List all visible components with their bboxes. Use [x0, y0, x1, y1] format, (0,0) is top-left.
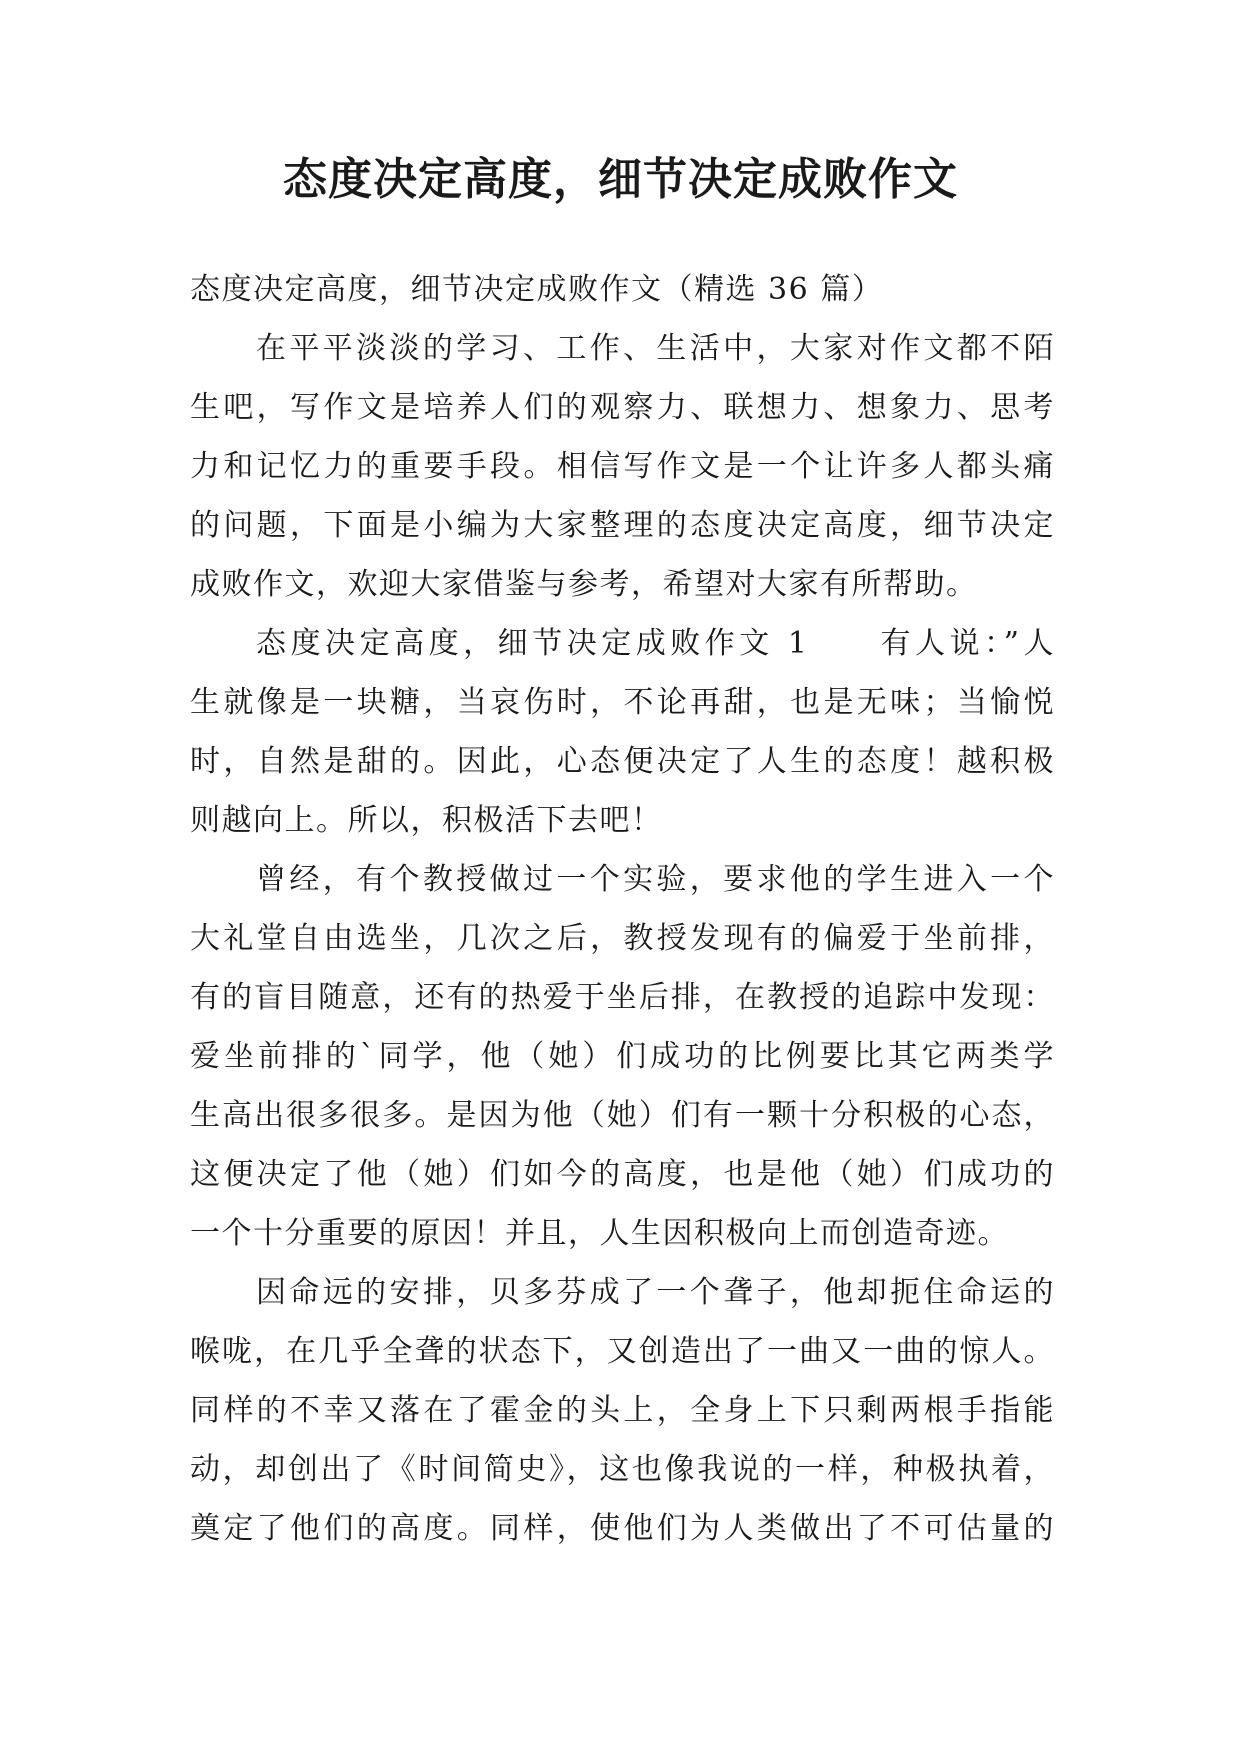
text-line: 成败作文，欢迎大家借鉴与参考，希望对大家有所帮助。 — [190, 567, 978, 602]
text-line: 态度决定高度，细节决定成败作文（精选 36 篇） — [190, 272, 884, 307]
text-line: 有的盲目随意，还有的热爱于坐后排，在教授的追踪中发现： — [190, 980, 1055, 1015]
text-line: 时，自然是甜的。因此，心态便决定了人生的态度！越积极 — [190, 744, 1055, 779]
text-line: 因命远的安排，贝多芬成了一个聋子，他却扼住命运的 — [256, 1275, 1055, 1310]
document-title: 态度决定高度，细节决定成败作文 — [283, 154, 958, 205]
text-line: 生高出很多很多。是因为他（她）们有一颗十分积极的心态， — [190, 1098, 1055, 1133]
text-line: 力和记忆力的重要手段。相信写作文是一个让许多人都头痛 — [190, 449, 1055, 484]
text-line: 态度决定高度，细节决定成败作文 1 有人说：”人 — [256, 626, 1055, 661]
text-line: 在平平淡淡的学习、工作、生活中，大家对作文都不陌 — [256, 331, 1055, 366]
text-line: 同样的不幸又落在了霍金的头上，全身上下只剩两根手指能 — [190, 1393, 1055, 1428]
text-line: 这便决定了他（她）们如今的高度，也是他（她）们成功的 — [190, 1157, 1055, 1192]
text-line: 大礼堂自由选坐，几次之后，教授发现有的偏爱于坐前排， — [190, 921, 1055, 956]
text-line: 喉咙，在几乎全聋的状态下，又创造出了一曲又一曲的惊人。 — [190, 1334, 1055, 1369]
text-line: 曾经，有个教授做过一个实验，要求他的学生进入一个 — [256, 862, 1055, 897]
text-line: 的问题，下面是小编为大家整理的态度决定高度，细节决定 — [190, 508, 1055, 543]
text-line: 奠定了他们的高度。同样，使他们为人类做出了不可估量的 — [190, 1511, 1055, 1546]
text-line: 则越向上。所以，积极活下去吧！ — [190, 803, 663, 838]
text-line: 生就像是一块糖，当哀伤时，不论再甜，也是无味；当愉悦 — [190, 685, 1055, 720]
document-body — [190, 260, 1055, 1558]
text-line: 动，却创出了《时间简史》，这也像我说的一样，种极执着， — [190, 1452, 1055, 1487]
text-line: 生吧，写作文是培养人们的观察力、联想力、想象力、思考 — [190, 390, 1055, 425]
text-line: 一个十分重要的原因！并且，人生因积极向上而创造奇迹。 — [190, 1216, 1009, 1251]
text-line: 爱坐前排的`同学，他（她）们成功的比例要比其它两类学 — [190, 1039, 1055, 1074]
